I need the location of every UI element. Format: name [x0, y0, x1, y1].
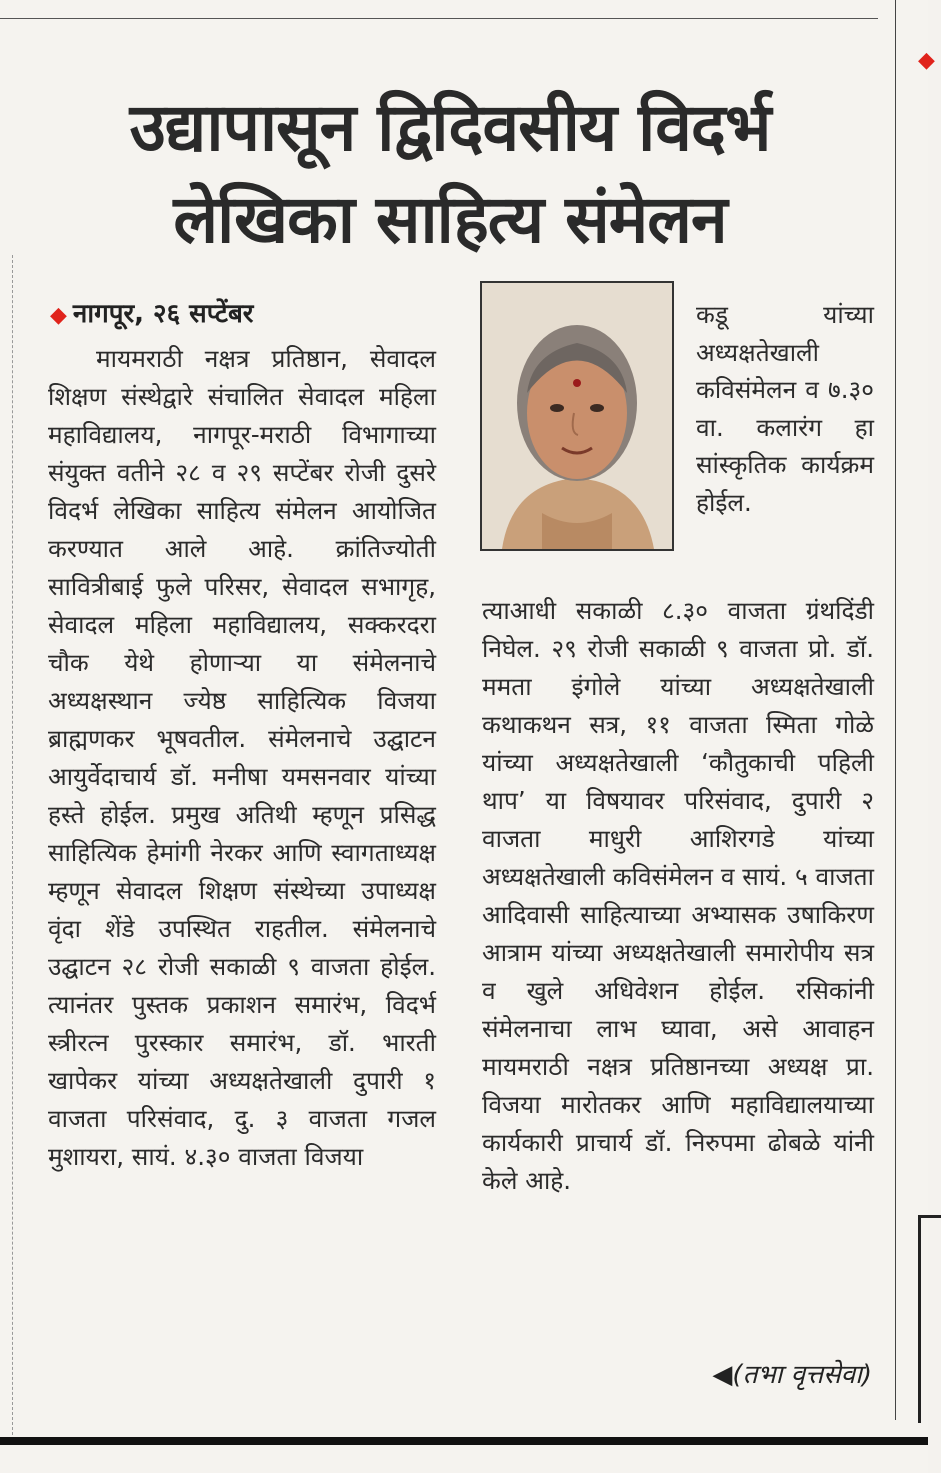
top-rule	[0, 18, 878, 19]
article-column-2: त्याआधी सकाळी ८.३० वाजता ग्रंथदिंडी निघेल. २९ रोजी सकाळी ९ वाजता प्रो. डॉ. ममता इंगोले यांच्या अध्यक्षतेखाली कथाकथन सत्र, ११ वाजता स्मिता गोळे यांच्या अध्यक्षतेखाली ‘कौतुकाची पहिली थाप’ या विषयावर परिसंवाद, दुपारी २ वाजता माधुरी आशिरगडे यांच्या अध्यक्षतेखाली कविसंमेलन व सायं. ५ वाजता आदिवासी साहित्याच्या अभ्यासक उषाकिरण आत्राम यांच्या अध्यक्षतेखाली समारोपीय सत्र व खुले अधिवेशन होईल. रसिकांनी संमेलनाचा लाभ घ्यावा, असे आवाहन मायमराठी नक्षत्र प्रतिष्ठानच्या अध्यक्ष प्रा. विजया मारोतकर आणि महाविद्यालयाच्या कार्यकारी प्राचार्य डॉ. निरुपमा ढोबळे यांनी केले आहे.	[482, 596, 874, 1195]
adjacent-diamond-icon: ◆	[918, 48, 935, 73]
left-page-edge	[0, 255, 13, 1435]
arrow-left-icon: ◀	[712, 1360, 733, 1390]
article-column-2-top: कडू यांच्या अध्यक्षतेखाली कविसंमेलन व ७.३० वा. कलारंग हा सांस्कृतिक कार्यक्रम होईल.	[696, 300, 874, 517]
portrait-photo	[480, 281, 674, 551]
news-credit	[712, 1355, 872, 1391]
bottom-border	[0, 1437, 928, 1445]
headline-line-2: लेखिका साहित्य संमेलन	[173, 181, 727, 258]
article-column-1: मायमराठी नक्षत्र प्रतिष्ठान, सेवादल शिक्षण संस्थेद्वारे संचालित सेवादल महिला महाविद्यालय, नागपूर-मराठी विभागाच्या संयुक्त वतीने २८ व २९ सप्टेंबर रोजी दुसरे विदर्भ लेखिका साहित्य संमेलन आयोजित करण्यात आले आहे. क्रांतिज्योती सावित्रीबाई फुले परिसर, सेवादल सभागृह, सेवादल महिला महाविद्यालय, सक्करदरा चौक येथे होणाऱ्या या संमेलनाचे अध्यक्षस्थान ज्येष्ठ साहित्यिक विजया ब्राह्मणकर भूषवतील. संमेलनाचे उद्घाटन आयुर्वेदाचार्य डॉ. मनीषा यमसनवार यांच्या हस्ते होईल. प्रमुख अतिथी म्हणून प्रसिद्ध साहित्यिक हेमांगी नेरकर आणि स्वागताध्यक्ष म्हणून सेवादल शिक्षण संस्थेच्या उपाध्यक्ष वृंदा शेंडे उपस्थित राहतील. संमेलनाचे उद्घाटन २८ रोजी सकाळी ९ वाजता होईल. त्यानंतर पुस्तक प्रकाशन समारंभ, विदर्भ स्त्रीरत्न पुरस्कार समारंभ, डॉ. भारती खापेकर यांच्या अध्यक्षतेखाली दुपारी १ वाजता परिसंवाद, दु. ३ वाजता गजल मुशायरा, सायं. ४.३० वाजता विजया	[48, 344, 437, 1171]
headline	[20, 82, 880, 266]
credit-text: (तभा वृत्तसेवा)	[732, 1360, 872, 1390]
dateline-text: नागपूर, २६ सप्टेंबर	[72, 299, 254, 329]
portrait-illustration	[482, 283, 672, 549]
column-divider	[895, 0, 896, 1420]
headline-line-1: उद्यापासून द्विदिवसीय विदर्भ	[129, 89, 771, 166]
dateline	[50, 294, 253, 330]
diamond-bullet-icon: ◆	[50, 303, 67, 328]
adjacent-box-border	[918, 1215, 941, 1423]
